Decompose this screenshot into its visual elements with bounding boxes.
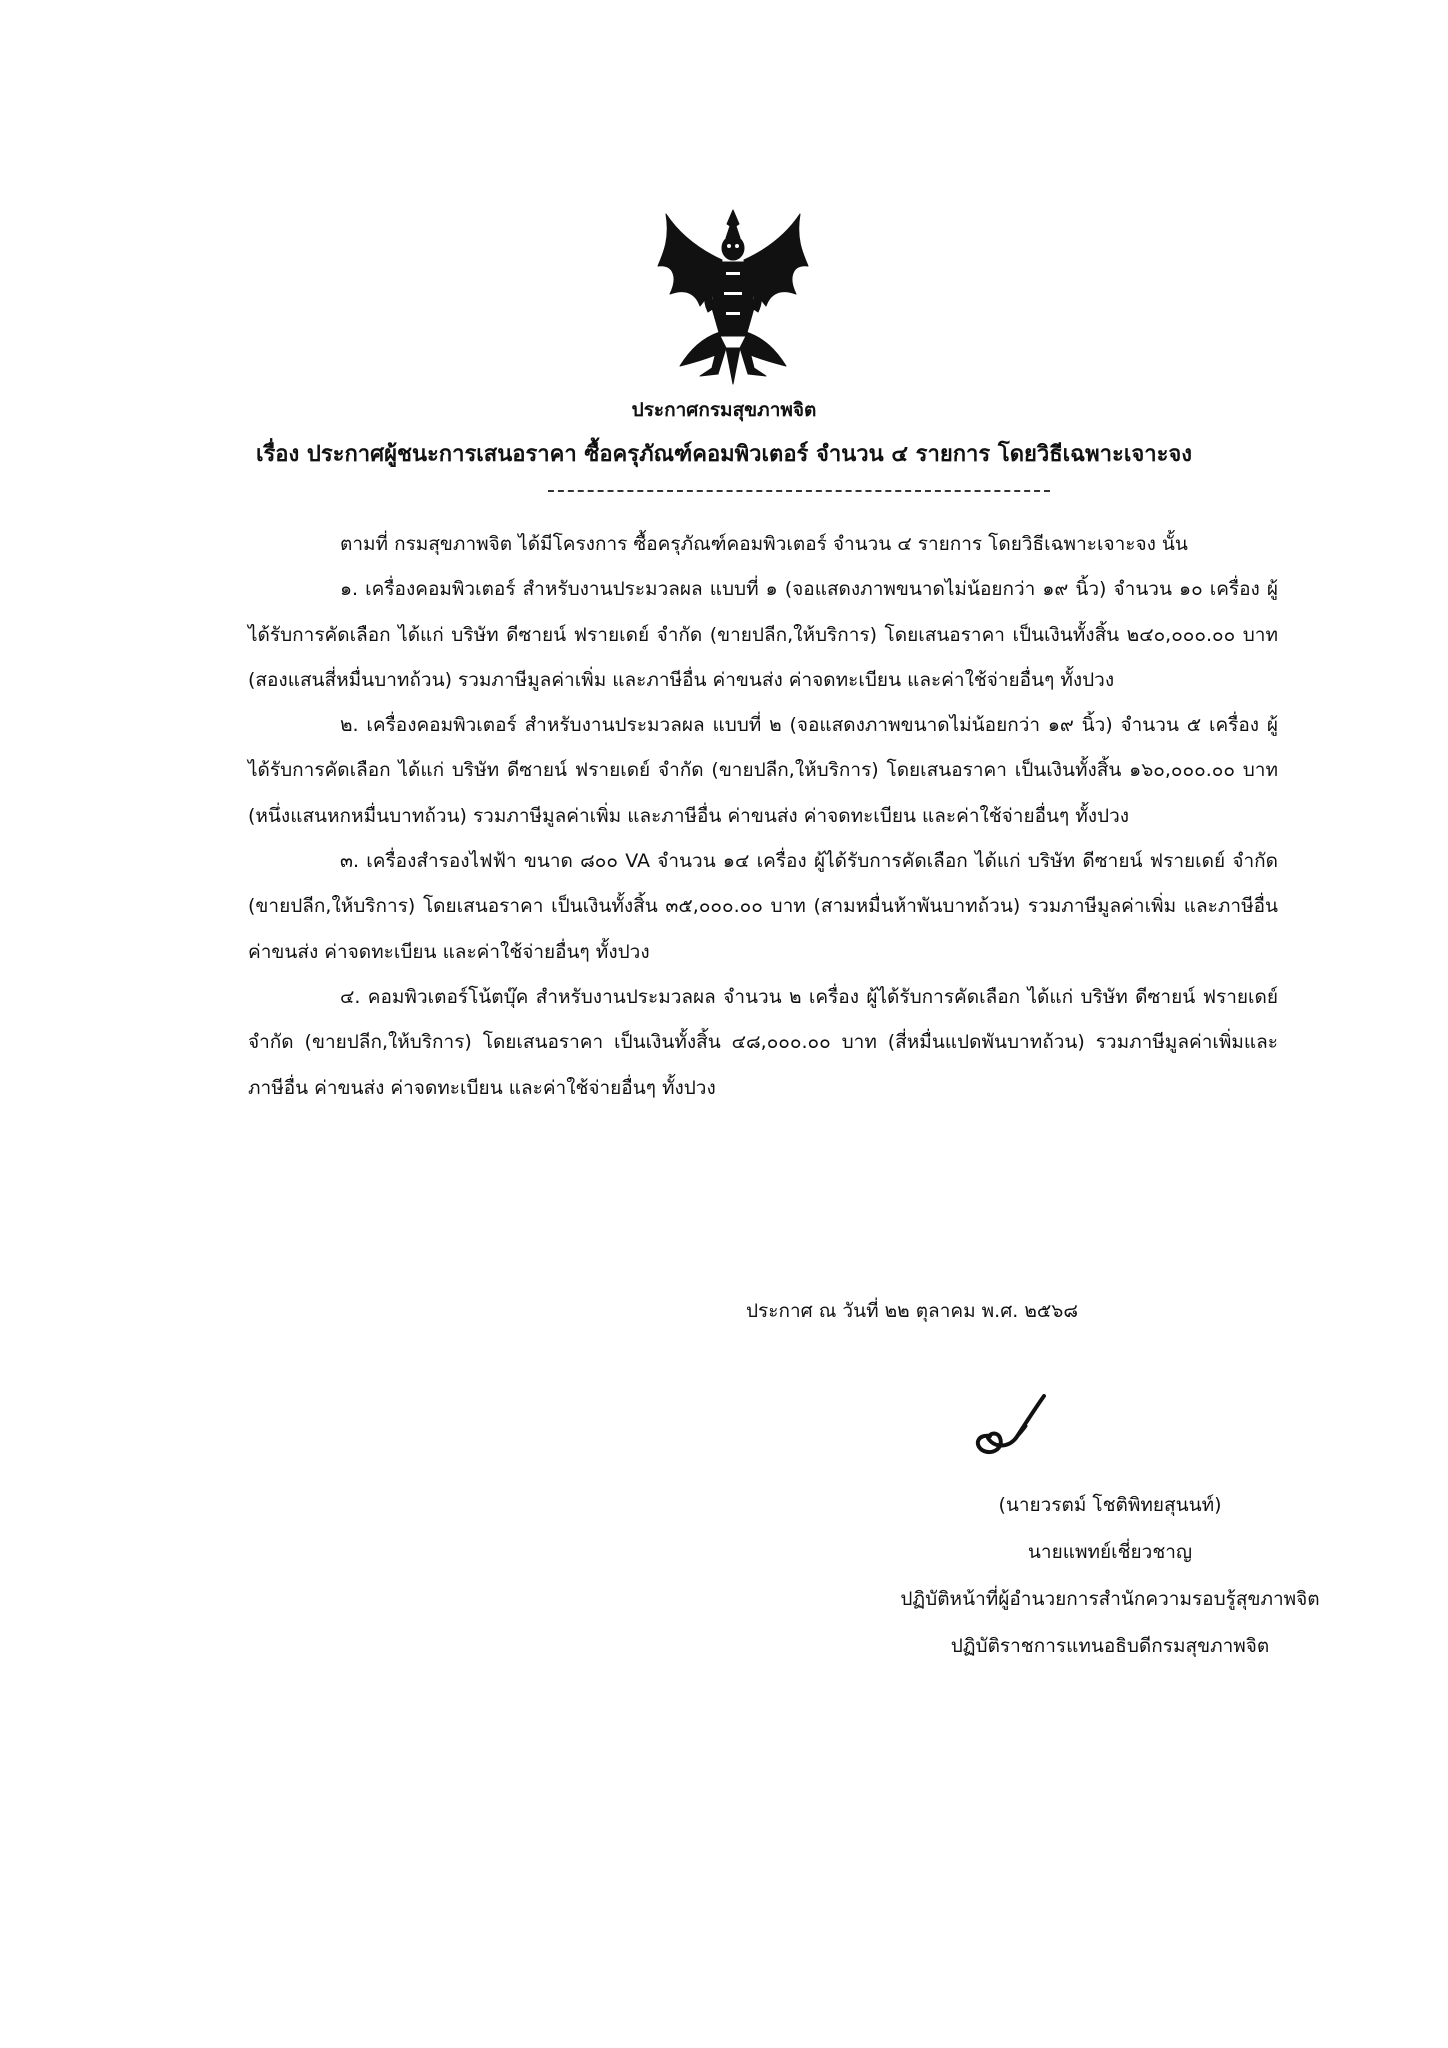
signer-title-3: ปฏิบัติราชการแทนอธิบดีกรมสุขภาพจิต [950,1635,1270,1657]
item-paragraph-1: ๑. เครื่องคอมพิวเตอร์ สำหรับงานประมวลผล แบบที่ ๑ (จอแสดงภาพขนาดไม่น้อยกว่า ๑๙ นิ้ว) จำนวน ๑๐ เครื่อง ผู้ได้รับการคัดเลือก ได้แก่ บริษัท ดีซายน์ ฟรายเดย์ จำกัด (ขายปลีก,ให้บริการ) โดยเสนอราคา เป็นเงินทั้งสิ้น ๒๔๐,๐๐๐.๐๐ บาท (สองแสนสี่หมื่นบาทถ้วน) รวมภาษีมูลค่าเพิ่ม และภาษีอื่น ค่าขนส่ง ค่าจดทะเบียน และค่าใช้จ่ายอื่นๆ ทั้งปวง [248,578,1278,691]
signer-title-2: ปฏิบัติหน้าที่ผู้อำนวยการสำนักความรอบรู้สุขภาพจิต [900,1588,1320,1610]
handwritten-signature-icon [960,1392,1050,1462]
signer-title-1: นายแพทย์เชี่ยวชาญ [1027,1541,1193,1563]
signer-name: (นายวรตม์ โชติพิทยสุนนท์) [998,1494,1222,1516]
org-title: ประกาศกรมสุขภาพจิต [631,399,817,421]
announcement-body [248,522,1278,1111]
dashed-divider [548,490,1050,492]
intro-paragraph: ตามที่ กรมสุขภาพจิต ได้มีโครงการ ซื้อครุภัณฑ์คอมพิวเตอร์ จำนวน ๔ รายการ โดยวิธีเฉพาะเจาะจง นั้น [340,533,1188,555]
signer-block [760,1482,1448,1670]
item-paragraph-4: ๔. คอมพิวเตอร์โน้ตบุ๊ค สำหรับงานประมวลผล จำนวน ๒ เครื่อง ผู้ได้รับการคัดเลือก ได้แก่ บริษัท ดีซายน์ ฟรายเดย์ จำกัด (ขายปลีก,ให้บริการ) โดยเสนอราคา เป็นเงินทั้งสิ้น ๔๘,๐๐๐.๐๐ บาท (สี่หมื่นแปดพันบาทถ้วน) รวมภาษีมูลค่าเพิ่มและภาษีอื่น ค่าขนส่ง ค่าจดทะเบียน และค่าใช้จ่ายอื่นๆ ทั้งปวง [248,985,1278,1099]
announcement-date: ประกาศ ณ วันที่ ๒๒ ตุลาคม พ.ศ. ๒๕๖๘ [746,1300,1078,1322]
item-paragraph-2: ๒. เครื่องคอมพิวเตอร์ สำหรับงานประมวลผล แบบที่ ๒ (จอแสดงภาพขนาดไม่น้อยกว่า ๑๙ นิ้ว) จำนวน ๕ เครื่อง ผู้ได้รับการคัดเลือก ได้แก่ บริษัท ดีซายน์ ฟรายเดย์ จำกัด (ขายปลีก,ให้บริการ) โดยเสนอราคา เป็นเงินทั้งสิ้น ๑๖๐,๐๐๐.๐๐ บาท (หนึ่งแสนหกหมื่นบาทถ้วน) รวมภาษีมูลค่าเพิ่ม และภาษีอื่น ค่าขนส่ง ค่าจดทะเบียน และค่าใช้จ่ายอื่นๆ ทั้งปวง [248,714,1278,827]
subject-heading: เรื่อง ประกาศผู้ชนะการเสนอราคา ซื้อครุภัณฑ์คอมพิวเตอร์ จำนวน ๔ รายการ โดยวิธีเฉพาะเจาะจง [255,442,1193,467]
garuda-emblem-icon [656,208,810,386]
item-paragraph-3: ๓. เครื่องสำรองไฟฟ้า ขนาด ๘๐๐ VA จำนวน ๑๔ เครื่อง ผู้ได้รับการคัดเลือก ได้แก่ บริษัท ดีซายน์ ฟรายเดย์ จำกัด (ขายปลีก,ให้บริการ) โดยเสนอราคา เป็นเงินทั้งสิ้น ๓๕,๐๐๐.๐๐ บาท (สามหมื่นห้าพันบาทถ้วน) รวมภาษีมูลค่าเพิ่ม และภาษีอื่น ค่าขนส่ง ค่าจดทะเบียน และค่าใช้จ่ายอื่นๆ ทั้งปวง [248,850,1278,963]
